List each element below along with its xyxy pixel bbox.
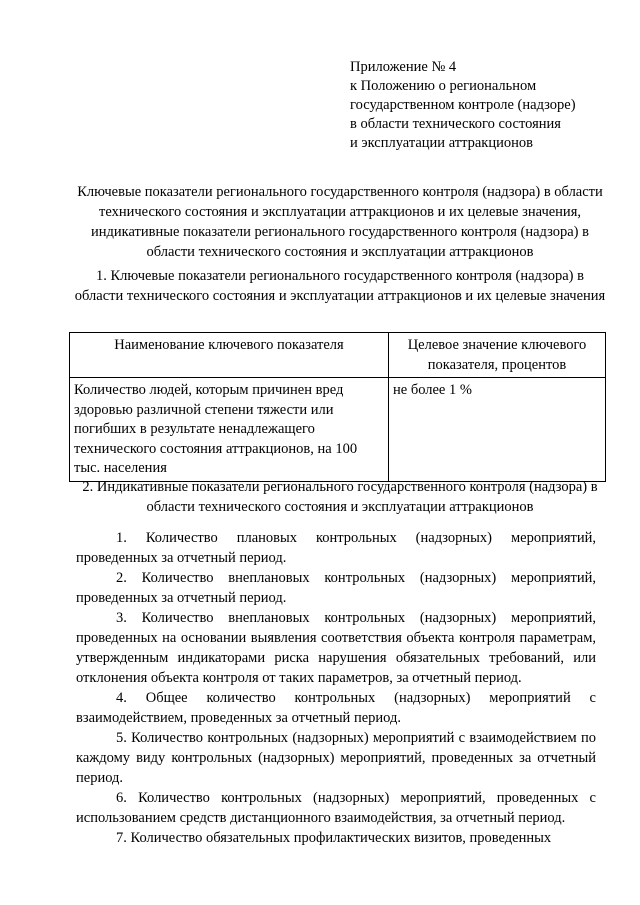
- indicative-list: [76, 528, 596, 848]
- table-header-row: [70, 333, 606, 378]
- appendix-line: в области технического состояния: [350, 116, 561, 132]
- table-cell-indicator: Количество людей, которым причинен вред здоровью различной степени тяжести или погибших в результате ненадлежащего технического состояния аттракционов, на 100 тыс. населения: [70, 378, 389, 482]
- table-row: [70, 378, 606, 482]
- section-2-title: 2. Индикативные показатели регионального государственного контроля (надзора) в области технического состояния и эксплуатации аттракционов: [82, 479, 598, 515]
- document-title: Ключевые показатели регионального государственного контроля (надзора) в области технического состояния и эксплуатации аттракционов и их целевые значения, индикативные показатели регионального государственного контроля (надзора) в области технического состояния и эксплуатации аттракционов: [77, 184, 603, 260]
- appendix-header: [350, 58, 620, 153]
- list-item: 6. Количество контрольных (надзорных) мероприятий, проведенных с использованием средств дистанционного взаимодействия, за отчетный период.: [76, 790, 596, 826]
- appendix-line: Приложение № 4: [350, 59, 457, 75]
- appendix-line: к Положению о региональном: [350, 78, 537, 94]
- list-item: 4. Общее количество контрольных (надзорных) мероприятий с взаимодействием, проведенных за отчетный период.: [76, 690, 596, 726]
- table-header-target: Целевое значение ключевого показателя, процентов: [389, 333, 606, 378]
- list-item: 1. Количество плановых контрольных (надзорных) мероприятий, проведенных за отчетный период.: [76, 530, 596, 566]
- list-item: 2. Количество внеплановых контрольных (надзорных) мероприятий, проведенных за отчетный период.: [76, 570, 596, 606]
- section-1-title: 1. Ключевые показатели регионального государственного контроля (надзора) в области технического состояния и эксплуатации аттракционов и их целевые значения: [74, 268, 606, 304]
- list-item: 5. Количество контрольных (надзорных) мероприятий с взаимодействием по каждому виду контрольных (надзорных) мероприятий, проведенных за отчетный период.: [76, 730, 596, 786]
- appendix-line: государственном контроле (надзоре): [350, 97, 576, 113]
- table-cell-target: не более 1 %: [389, 378, 606, 482]
- list-item: 7. Количество обязательных профилактических визитов, проведенных: [116, 830, 552, 846]
- key-indicators-table: [69, 332, 606, 482]
- table-header-name: Наименование ключевого показателя: [70, 333, 389, 378]
- appendix-line: и эксплуатации аттракционов: [350, 135, 533, 151]
- list-item: 3. Количество внеплановых контрольных (надзорных) мероприятий, проведенных на основании выявления соответствия объекта контроля параметрам, утвержденным индикаторами риска нарушения обязательных требований, или отклонения объекта контроля от таких параметров, за отчетный период.: [76, 610, 596, 686]
